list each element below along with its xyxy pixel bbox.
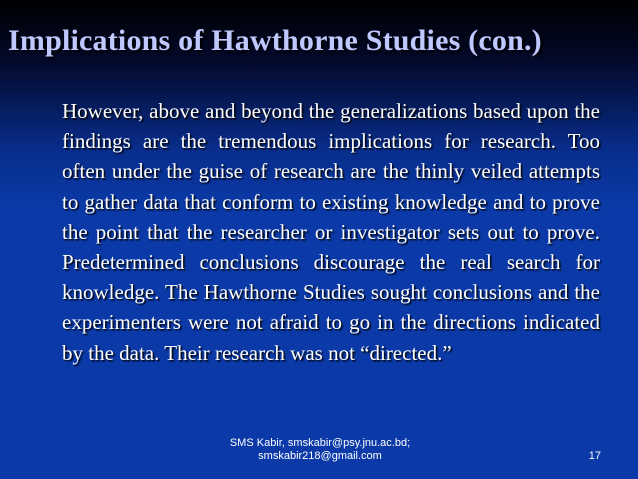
slide-body-text: However, above and beyond the generalizations based upon the findings are the tremendous implications for research. Too often under the guise of research are the thinly veiled attempts to gather data that conform to existing knowledge and to prove the point that the researcher or investigator sets out to prove. Predetermined conclusions discourage the real search for knowledge. The Hawthorne Studies sought conclusions and the experimenters were not afraid to go in the directions indicated by the data. Their research was not “directed.”	[62, 99, 600, 365]
footer-email-line: smskabir218@gmail.com	[258, 450, 382, 462]
slide-number: 17	[588, 450, 601, 462]
slide-title: Implications of Hawthorne Studies (con.)	[8, 24, 542, 57]
slide-footer	[200, 437, 440, 463]
footer-author-line: SMS Kabir, smskabir@psy.jnu.ac.bd;	[229, 437, 411, 449]
